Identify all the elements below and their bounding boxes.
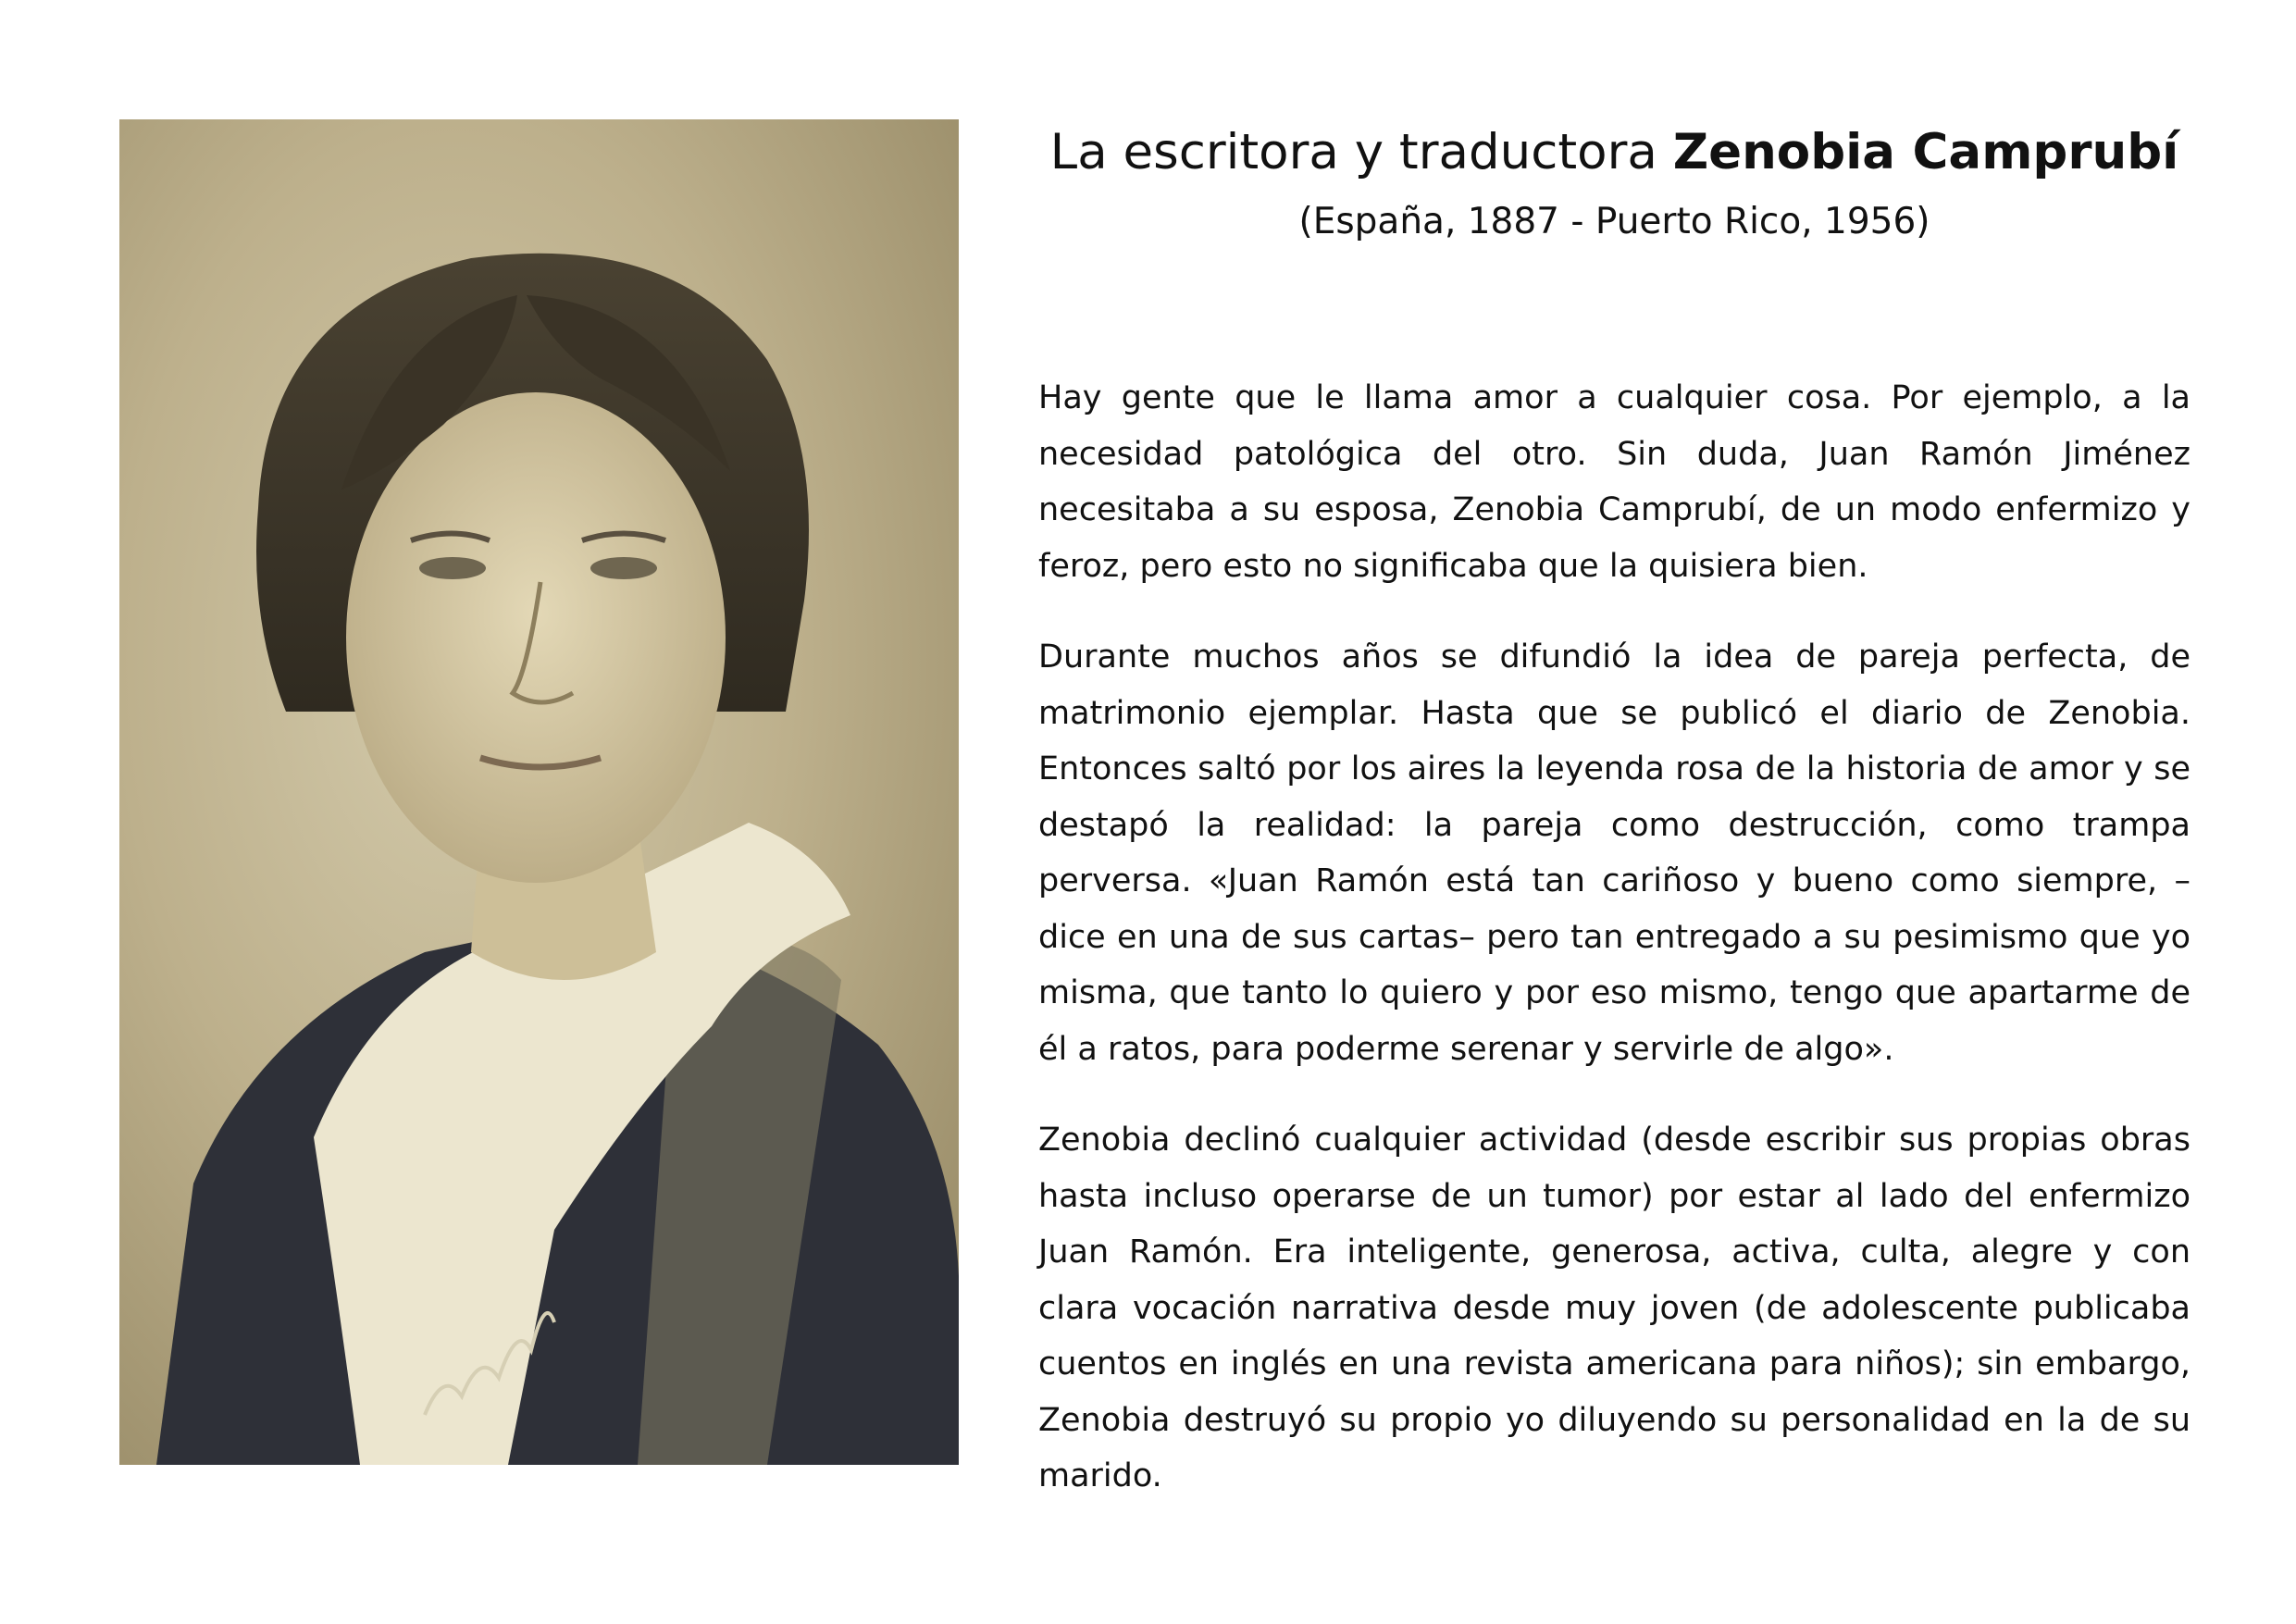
right-eye — [590, 557, 657, 579]
body-text — [1038, 370, 2191, 1505]
paragraph-3: Zenobia declinó cualquier actividad (desde escribir sus propias obras hasta incluso operarse de un tumor) por estar al lado del enfermizo Juan Ramón. Era inteligente, generosa, activa, culta, alegre y con clara vocación narrativa desde muy joven (de adolescente publicaba cuentos en inglés en una revista americana para niños); sin embargo, Zenobia destruyó su propio yo diluyendo su personalidad en la de su marido. — [1038, 1122, 2191, 1494]
portrait-illustration — [119, 119, 959, 1465]
portrait-photo — [119, 119, 959, 1465]
left-eye — [419, 557, 486, 579]
face — [346, 392, 726, 883]
title-name: Zenobia Camprubí — [1672, 124, 2179, 180]
title-prefix: La escritora y traductora — [1049, 124, 1673, 180]
page-title — [1038, 111, 2191, 194]
paragraph-1: Hay gente que le llama amor a cualquier cosa. Por ejemplo, a la necesidad patológica del otro. Sin duda, Juan Ramón Jiménez necesitaba a su esposa, Zenobia Camprubí, de un modo enfermizo y feroz, pero esto no significaba que la quisiera bien. — [1038, 379, 2191, 585]
paragraph-2: Durante muchos años se difundió la idea de pareja perfecta, de matrimonio ejemplar. Hasta que se publicó el diario de Zenobia. Entonces saltó por los aires la leyenda rosa de la historia de amor y se destapó la realidad: la pareja como destrucción, como trampa perversa. «Juan Ramón está tan cariñoso y bueno como siempre, –dice en una de sus cartas– pero tan entregado a su pesimismo que yo misma, que tanto lo quiero y por eso mismo, tengo que apartarme de él a ratos, para poderme serenar y servirle de algo». — [1038, 638, 2191, 1068]
page-subtitle: (España, 1887 - Puerto Rico, 1956) — [1298, 201, 1930, 242]
text-column — [1038, 111, 2191, 1540]
